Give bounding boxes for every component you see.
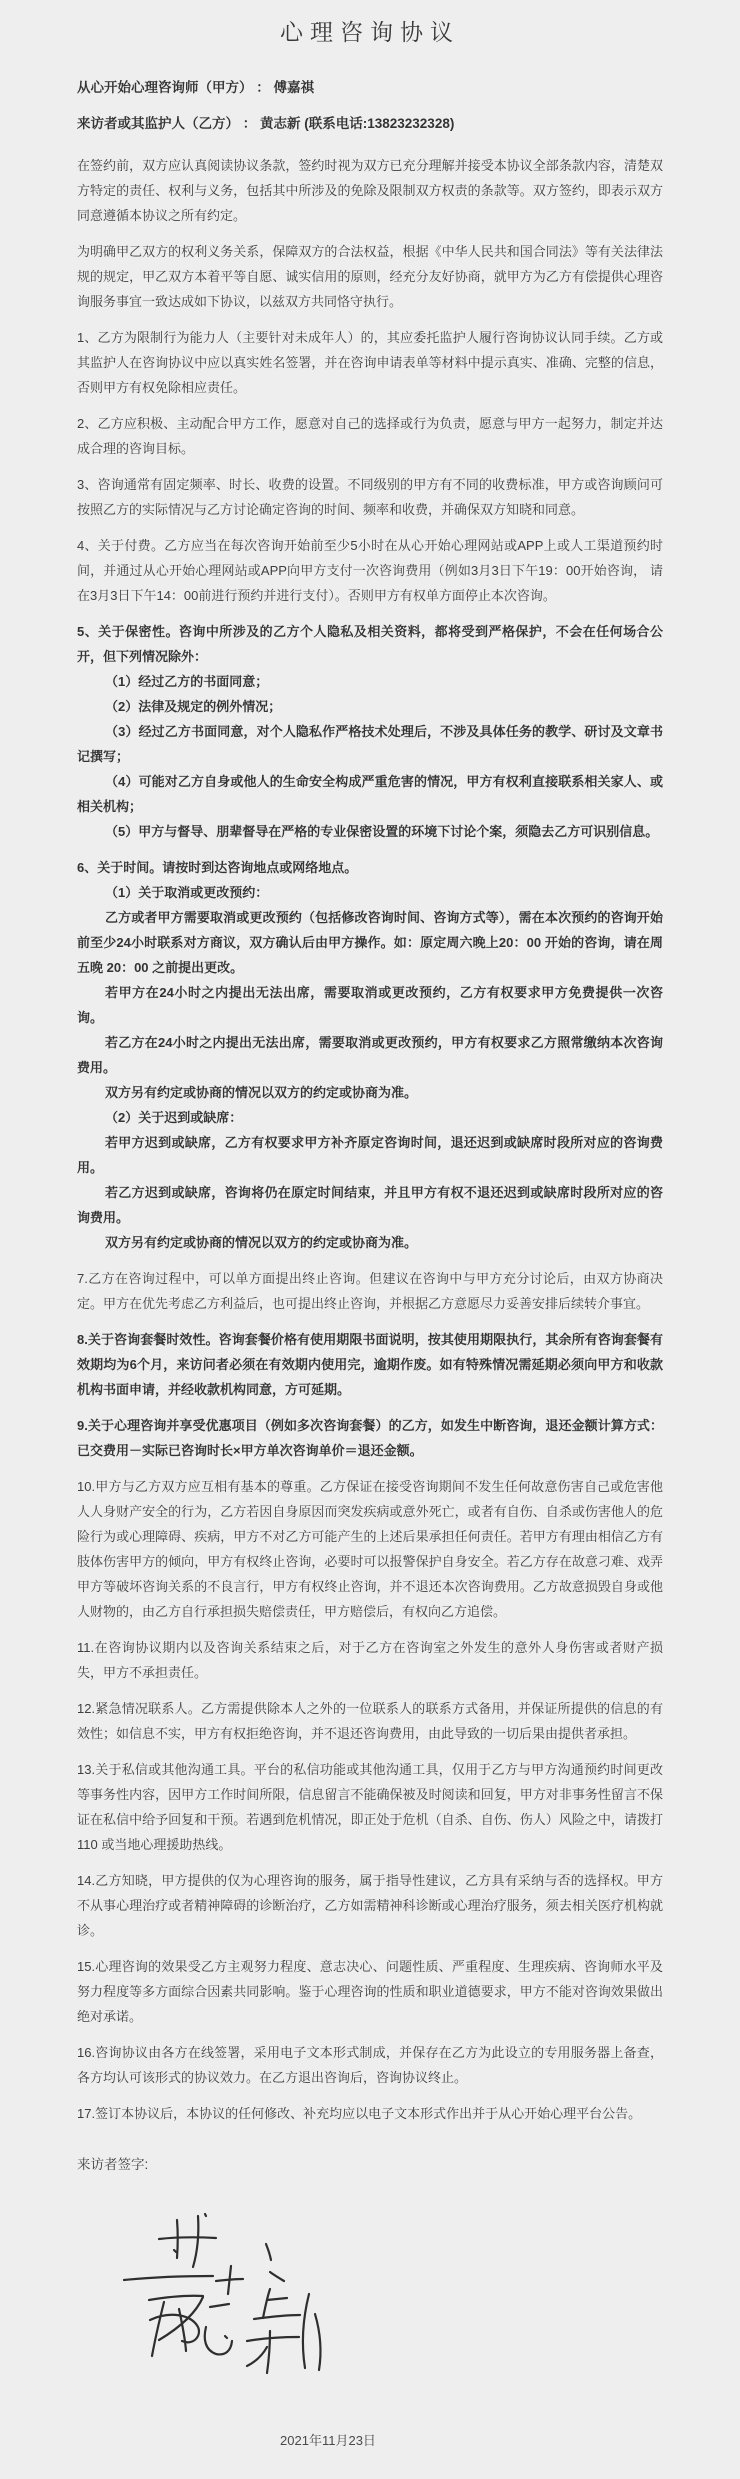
paragraph: 5、关于保密性。咨询中所涉及的乙方个人隐私及相关资料，都将受到严格保护，不会在任何场合公开，但下列情况除外： <box>77 624 663 664</box>
paragraph: 10.甲方与乙方双方应互相有基本的尊重。乙方保证在接受咨询期间不发生任何故意伤害自己或危害他人人身财产安全的行为，乙方若因自身原因而突发疾病或意外死亡，或者有自伤、自杀或伤害他人的危险行为或心理障碍、疾病，甲方不对乙方可能产生的上述后果承担任何责任。若甲方有理由相信乙方有肢体伤害甲方的倾向，甲方有权终止咨询，必要时可以报警保护自身安全。若乙方存在故意刁难、戏弄甲方等破坏咨询关系的不良言行，甲方有权终止咨询，并不退还本次咨询费用。乙方故意损毁自身或他人财物的，由乙方自行承担损失赔偿责任，甲方赔偿后，有权向乙方追偿。 <box>77 1479 663 1619</box>
paragraph: 双方另有约定或协商的情况以双方的约定或协商为准。 <box>105 1085 418 1100</box>
paragraph: 3、咨询通常有固定频率、时长、收费的设置。不同级别的甲方有不同的收费标准，甲方或咨询顾问可按照乙方的实际情况与乙方讨论确定咨询的时间、频率和收费，并确保双方知晓和同意。 <box>77 477 663 517</box>
paragraph: 若甲方迟到或缺席，乙方有权要求甲方补齐原定咨询时间，退还迟到或缺席时段所对应的咨询费用。 <box>77 1135 663 1175</box>
paragraph: 乙方或者甲方需要取消或更改预约（包括修改咨询时间、咨询方式等），需在本次预约的咨询开始前至少24小时联系对方商议，双方确认后由甲方操作。如：原定周六晚上20：00 开始的咨询，请在周五晚 20：00 之前提出更改。 <box>77 910 663 975</box>
paragraph: 14.乙方知晓，甲方提供的仅为心理咨询的服务，属于指导性建议，乙方具有采纳与否的选择权。甲方不从事心理治疗或者精神障碍的诊断治疗，乙方如需精神科诊断或心理治疗服务，须去相关医疗机构就诊。 <box>77 1873 663 1938</box>
paragraph: 17.签订本协议后，本协议的任何修改、补充均应以电子文本形式作出并于从心开始心理平台公告。 <box>77 2106 642 2121</box>
paragraph: 若乙方迟到或缺席，咨询将仍在原定时间结束，并且甲方有权不退还迟到或缺席时段所对应的咨询费用。 <box>77 1185 663 1225</box>
paragraph: 6、关于时间。请按时到达咨询地点或网络地点。 <box>77 860 358 875</box>
paragraph: 7.乙方在咨询过程中，可以单方面提出终止咨询。但建议在咨询中与甲方充分讨论后，由双方协商决定。甲方在优先考虑乙方利益后，也可提出终止咨询，并根据乙方意愿尽力妥善安排后续转介事宜。 <box>77 1271 663 1311</box>
paragraph: 若甲方在24小时之内提出无法出席，需要取消或更改预约，乙方有权要求甲方免费提供一次咨询。 <box>77 985 663 1025</box>
page-title: 心理咨询协议 <box>280 19 460 45</box>
paragraph: （1）经过乙方的书面同意； <box>105 674 269 689</box>
paragraph: 11.在咨询协议期内以及咨询关系结束之后，对于乙方在咨询室之外发生的意外人身伤害或者财产损失，甲方不承担责任。 <box>77 1640 663 1680</box>
paragraph: 2、乙方应积极、主动配合甲方工作，愿意对自己的选择或行为负责，愿意与甲方一起努力，制定并达成合理的咨询目标。 <box>77 416 663 456</box>
handwritten-signature <box>119 2210 334 2378</box>
agreement-body <box>77 153 663 2126</box>
party-b-line: 来访者或其监护人（乙方） ： 黄志新 (联系电话:13823232328) <box>77 116 455 131</box>
paragraph: 9.关于心理咨询并享受优惠项目（例如多次咨询套餐）的乙方，如发生中断咨询，退还金额计算方式：已交费用－实际已咨询时长×甲方单次咨询单价＝退还金额。 <box>77 1418 663 1458</box>
paragraph: 13.关于私信或其他沟通工具。平台的私信功能或其他沟通工具，仅用于乙方与甲方沟通预约时间更改等事务性内容，因甲方工作时间所限，信息留言不能确保被及时阅读和回复，甲方对非事务性留言不保证在私信中给予回复和干预。若遇到危机情况，即正处于危机（自杀、自伤、伤人）风险之中，请拨打 110 或当地心理援助热线。 <box>77 1762 663 1852</box>
paragraph: 4、关于付费。乙方应当在每次咨询开始前至少5小时在从心开始心理网站或APP上或人工渠道预约时间，并通过从心开始心理网站或APP向甲方支付一次咨询费用（例如3月3日下午19：00开始咨询， 请在3月3日下午14：00前进行预约并进行支付）。否则甲方有权单方面停止本次咨询。 <box>77 538 663 603</box>
paragraph: 1、乙方为限制行为能力人（主要针对未成年人）的，其应委托监护人履行咨询协议认同手续。乙方或其监护人在咨询协议中应以真实姓名签署，并在咨询申请表单等材料中提示真实、准确、完整的信息，否则甲方有权免除相应责任。 <box>77 330 663 395</box>
paragraph: 若乙方在24小时之内提出无法出席，需要取消或更改预约，甲方有权要求乙方照常缴纳本次咨询费用。 <box>77 1035 663 1075</box>
agreement-date: 2021年11月23日 <box>280 2433 376 2448</box>
paragraph: 为明确甲乙双方的权利义务关系，保障双方的合法权益，根据《中华人民共和国合同法》等有关法律法规的规定，甲乙双方本着平等自愿、诚实信用的原则，经充分友好协商，就甲方为乙方有偿提供心理咨询服务事宜一致达成如下协议，以兹双方共同恪守执行。 <box>77 244 663 309</box>
paragraph: （5）甲方与督导、朋辈督导在严格的专业保密设置的环境下讨论个案，须隐去乙方可识别信息。 <box>105 824 659 839</box>
paragraph: 8.关于咨询套餐时效性。咨询套餐价格有使用期限书面说明，按其使用期限执行，其余所有咨询套餐有效期均为6个月，来访问者必须在有效期内使用完，逾期作废。如有特殊情况需延期必须向甲方和收款机构书面申请，并经收款机构同意，方可延期。 <box>77 1332 663 1397</box>
paragraph: 15.心理咨询的效果受乙方主观努力程度、意志决心、问题性质、严重程度、生理疾病、咨询师水平及努力程度等多方面综合因素共同影响。鉴于心理咨询的性质和职业道德要求，甲方不能对咨询效果做出绝对承诺。 <box>77 1959 663 2024</box>
paragraph: （3）经过乙方书面同意，对个人隐私作严格技术处理后，不涉及具体任务的教学、研讨及文章书记撰写； <box>77 724 663 764</box>
paragraph: （4）可能对乙方自身或他人的生命安全构成严重危害的情况，甲方有权利直接联系相关家人、或相关机构； <box>77 774 663 814</box>
paragraph: （2）关于迟到或缺席： <box>105 1110 243 1125</box>
party-a-line: 从心开始心理咨询师（甲方） ： 傅嘉祺 <box>77 80 315 95</box>
paragraph: （2）法律及规定的例外情况； <box>105 699 282 714</box>
paragraph: 双方另有约定或协商的情况以双方的约定或协商为准。 <box>105 1235 418 1250</box>
signature-label: 来访者签字: <box>77 2157 149 2172</box>
paragraph: 12.紧急情况联系人。乙方需提供除本人之外的一位联系人的联系方式备用，并保证所提供的信息的有效性；如信息不实，甲方有权拒绝咨询，并不退还咨询费用，由此导致的一切后果由提供者承担。 <box>77 1701 663 1741</box>
paragraph: 16.咨询协议由各方在线签署，采用电子文本形式制成，并保存在乙方为此设立的专用服务器上备查，各方均认可该形式的协议效力。在乙方退出咨询后，咨询协议终止。 <box>77 2045 663 2085</box>
paragraph: （1）关于取消或更改预约： <box>105 885 269 900</box>
paragraph: 在签约前，双方应认真阅读协议条款，签约时视为双方已充分理解并接受本协议全部条款内容，清楚双方特定的责任、权利与义务，包括其中所涉及的免除及限制双方权责的条款等。双方签约，即表示双方同意遵循本协议之所有约定。 <box>77 158 663 223</box>
